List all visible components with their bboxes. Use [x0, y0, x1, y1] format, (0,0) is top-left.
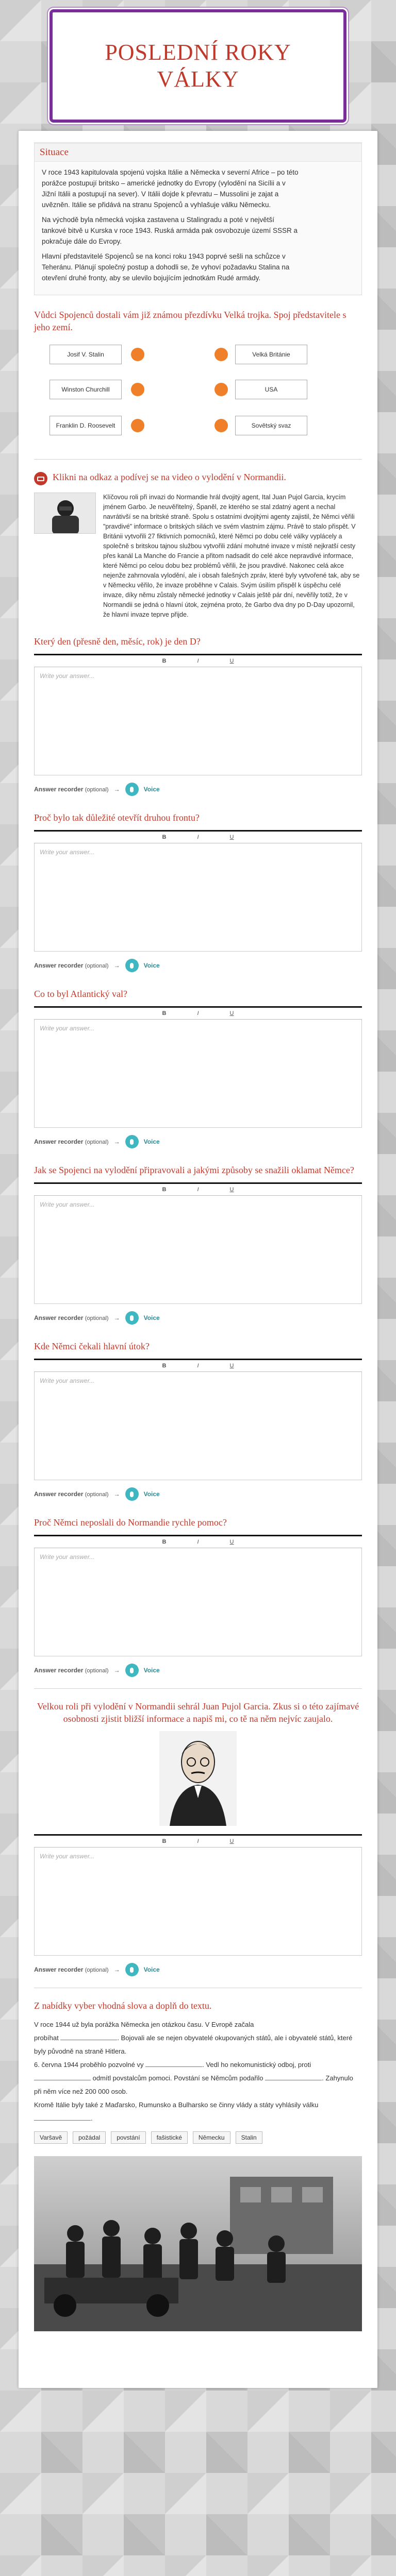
- title-card: [50, 9, 346, 123]
- fill-blank-1[interactable]: [60, 2033, 117, 2040]
- arrow-icon: →: [113, 1138, 120, 1145]
- pujol-title: Velkou roli při vylodění v Normandii sehrál Juan Pujol Garcia. Zkus si o této zajímavé osobnosti zjistit bližší informace a napiš mi, co tě na něm nejvíc zaujalo.: [37, 1701, 359, 1724]
- word-bank: [34, 2131, 362, 2144]
- italic-button[interactable]: I: [197, 1838, 199, 1844]
- title-line-1: POSLEDNÍ ROKY: [105, 40, 291, 65]
- worksheet-sheet: [19, 131, 377, 2388]
- answer-input[interactable]: Write your answer...: [34, 1196, 362, 1304]
- answer-input[interactable]: Write your answer...: [34, 843, 362, 952]
- recorder-optional: (optional): [85, 1668, 109, 1674]
- recorder-label: Answer recorder: [34, 786, 84, 793]
- underline-button[interactable]: U: [229, 1187, 234, 1193]
- answer-recorder: [34, 1664, 362, 1677]
- question-text: Jak se Spojenci na vylodění připravovali a jakými způsoby se snažili oklamat Němce?: [34, 1165, 354, 1175]
- bold-button[interactable]: B: [162, 1187, 167, 1193]
- question-text: Proč Němci neposlali do Normandie rychle pomoc?: [34, 1517, 227, 1528]
- recorder-optional: (optional): [85, 1967, 109, 1973]
- pujol-answer-input[interactable]: Write your answer...: [34, 1848, 362, 1956]
- fill-blank-5[interactable]: [34, 2113, 91, 2121]
- match-left-1[interactable]: Josif V. Stalin: [50, 345, 122, 364]
- match-left-dot-2[interactable]: [131, 383, 144, 396]
- divider: [34, 459, 362, 460]
- article-thumbnail-image: [34, 493, 96, 534]
- match-right-dot-2[interactable]: [214, 383, 228, 396]
- answer-input[interactable]: Write your answer...: [34, 667, 362, 775]
- voice-button[interactable]: Voice: [143, 786, 160, 793]
- recorder-label: Answer recorder: [34, 962, 84, 969]
- bold-button[interactable]: B: [162, 1363, 167, 1369]
- intro-paragraph-2: Na východě byla německá vojska zastavena u Stalingradu a poté v největší tankové bitvě u Kurska v roce 1943. Ruská armáda pak osvobozuje území SSSR a pokračuje dále do Evropy.: [42, 216, 298, 245]
- answer-input[interactable]: Write your answer...: [34, 1548, 362, 1656]
- microphone-icon[interactable]: [125, 1487, 139, 1501]
- word-bank-item[interactable]: fašistické: [151, 2131, 188, 2144]
- fill-text: Vedl ho nekomunistický odboj, proti: [206, 2061, 311, 2069]
- video-link-title[interactable]: Klikni na odkaz a podívej se na video o vylodění v Normandii.: [53, 472, 286, 482]
- fill-text: . Bojovali ale se nejen obyvatelé okupovaných států, ale i obyvatelé států, které byly původně na straně Hitlera.: [34, 2034, 353, 2055]
- soldiers-photo-image: [34, 2156, 362, 2331]
- question-block: [34, 988, 362, 1148]
- microphone-icon[interactable]: [125, 783, 139, 796]
- intro-box: [34, 142, 362, 295]
- arrow-icon: →: [113, 1314, 120, 1321]
- underline-button[interactable]: U: [229, 1539, 234, 1545]
- question-text: Proč bylo tak důležité otevřít druhou frontu?: [34, 812, 200, 823]
- italic-button[interactable]: I: [197, 1187, 199, 1193]
- arrow-icon: →: [113, 1966, 120, 1973]
- recorder-optional: (optional): [85, 787, 109, 793]
- fill-blank-2[interactable]: [145, 2060, 202, 2067]
- microphone-icon[interactable]: [125, 959, 139, 972]
- voice-button[interactable]: Voice: [143, 1138, 160, 1145]
- word-bank-item[interactable]: Varšavě: [34, 2131, 68, 2144]
- intro-paragraph-3: Hlavní představitelé Spojenců se na konci roku 1943 poprvé sešli na schůzce v Teheránu. Plánují společný postup a dohodli se, že vyhoví požadavku Stalina na otevření druhé fronty, aby se ulevilo bojujícím jednotkám Rudé armády.: [42, 252, 290, 282]
- italic-button[interactable]: I: [197, 834, 199, 840]
- answer-recorder: [34, 959, 362, 972]
- match-left-2[interactable]: Winston Churchill: [50, 380, 122, 399]
- underline-button[interactable]: U: [229, 1838, 234, 1844]
- arrow-icon: →: [113, 1667, 120, 1674]
- recorder-label: Answer recorder: [34, 1667, 84, 1674]
- match-right-2[interactable]: USA: [235, 380, 307, 399]
- answer-recorder: [34, 1311, 362, 1325]
- recorder-label: Answer recorder: [34, 1490, 84, 1498]
- intro-title: Situace: [35, 144, 361, 162]
- question-text: Který den (přesně den, měsíc, rok) je den D?: [34, 636, 201, 647]
- fill-text: V roce 1944 už byla porážka Německa jen otázkou času. V Evropě začala: [34, 2021, 254, 2028]
- text-toolbar: [34, 654, 362, 667]
- recorder-optional: (optional): [85, 1492, 109, 1498]
- question-text: Kde Němci čekali hlavní útok?: [34, 1341, 150, 1351]
- text-toolbar: [34, 1182, 362, 1196]
- fill-blank-4[interactable]: [265, 2073, 322, 2080]
- fill-text: . Zahynulo při něm více než 200 000 osob.: [34, 2074, 353, 2095]
- recorder-label: Answer recorder: [34, 1314, 84, 1321]
- match-left-3[interactable]: Franklin D. Roosevelt: [50, 416, 122, 435]
- underline-button[interactable]: U: [229, 834, 234, 840]
- voice-button[interactable]: Voice: [143, 1314, 160, 1321]
- microphone-icon[interactable]: [125, 1135, 139, 1148]
- recorder-optional: (optional): [85, 963, 109, 969]
- voice-button[interactable]: Voice: [143, 1966, 160, 1973]
- voice-button[interactable]: Voice: [143, 962, 160, 969]
- answer-recorder: [34, 1135, 362, 1148]
- text-toolbar: [34, 1535, 362, 1548]
- intro-paragraph-1: V roce 1943 kapitulovala spojenú vojska Itálie a Německa v severní Africe – po této porážce postupují britsko – americké jednotky do Evropy (vylodění na Sicílii a v Jižní Itálii a postupují na sever). V Itálii dojde k převratu – Mussolini je zajat a uvězněn. Itálie se přidává na stranu Spojenců a vyhlašuje válku Německu.: [42, 168, 299, 209]
- underline-button[interactable]: U: [229, 1363, 234, 1369]
- fill-text: Kromě Itálie byly také z Maďarsko, Rumunsko a Bulharsko se činny vlády a státy vyhlásily válku: [34, 2101, 319, 2109]
- bold-button[interactable]: B: [162, 834, 167, 840]
- bold-button[interactable]: B: [162, 1539, 167, 1545]
- page-title: [105, 39, 291, 93]
- microphone-icon[interactable]: [125, 1963, 139, 1976]
- text-toolbar: [34, 1006, 362, 1020]
- recorder-label: Answer recorder: [34, 1138, 84, 1145]
- underline-button[interactable]: U: [229, 1010, 234, 1016]
- italic-button[interactable]: I: [197, 1010, 199, 1016]
- video-link-row[interactable]: [34, 471, 362, 485]
- voice-button[interactable]: Voice: [143, 1667, 160, 1674]
- fill-text: 6. června 1944 proběhlo pozvolné vy: [34, 2061, 144, 2069]
- match-left-dot-1[interactable]: [131, 348, 144, 361]
- divider: [34, 1688, 362, 1689]
- question-block: [34, 811, 362, 972]
- answer-recorder: [34, 783, 362, 796]
- article-block: [34, 493, 362, 620]
- fill-blank-3[interactable]: [34, 2073, 91, 2080]
- text-toolbar: [34, 1359, 362, 1372]
- text-toolbar: [34, 1834, 362, 1848]
- question-block: [34, 1340, 362, 1501]
- fill-in-text: V roce 1944 už byla porážka Německa jen otázkou času. V Evropě začala probíhat . Bojovali ale se nejen obyvatelé okupovaných států, ale i obyvatelé států, které byly původně na straně Hitlera. 6. června 1944 proběhlo pozvolné vy . Vedl ho nekomunistický odboj, proti odmítl povstalcům pomoci. Povstání se Němcům podařilo . Zahynulo při něm více než 200 000 osob. Kromě Itálie byly také z Maďarsko, Rumunsko a Bulharsko se činny vlády a státy vyhlásily válku .: [34, 2021, 353, 2122]
- bold-button[interactable]: B: [162, 658, 167, 664]
- fill-text: odmítl povstalcům pomoci. Povstání se Němcům podařilo: [92, 2074, 263, 2082]
- word-bank-item[interactable]: požádal: [73, 2131, 106, 2144]
- text-toolbar: [34, 830, 362, 843]
- answer-input[interactable]: Write your answer...: [34, 1372, 362, 1480]
- italic-button[interactable]: I: [197, 658, 199, 664]
- italic-button[interactable]: I: [197, 1539, 199, 1545]
- bold-button[interactable]: B: [162, 1010, 167, 1016]
- recorder-optional: (optional): [85, 1315, 109, 1321]
- word-bank-item[interactable]: Německu: [193, 2131, 230, 2144]
- recorder-optional: (optional): [85, 1139, 109, 1145]
- match-right-3[interactable]: Sovětský svaz: [235, 416, 307, 435]
- underline-button[interactable]: U: [229, 658, 234, 664]
- arrow-icon: →: [113, 962, 120, 969]
- italic-button[interactable]: I: [197, 1363, 199, 1369]
- arrow-icon: →: [113, 786, 120, 793]
- question-block: [34, 1164, 362, 1325]
- word-bank-item[interactable]: Stalin: [236, 2131, 262, 2144]
- question-block: [34, 1516, 362, 1677]
- microphone-icon[interactable]: [125, 1311, 139, 1325]
- title-line-2: VÁLKY: [157, 66, 239, 92]
- article-text: Klíčovou roli při invazi do Normandie hrál dvojitý agent, Ital Juan Pujol Garcia, krycím jménem Garbo. Je neuvěřitelný, Španěl, ze kterého se stal zdatný agent a nechal navrátivší se na britské straně. Spolu s ostatními dvojitými agenty zajistil, že Němci věřili "pravdivé" informace o britských silách ve svém vlastním zájmu. Právě to stalo přispět. V Británii vytvořili 27 fiktivních pomocníků, které Němci po dobu celé války vyplácely a společně s britskou tajnou službou vytvořili zdání mohutné invaze v místě nejkratší cesty přes kanál La Manche do Francie a přitom nadsadit do celé akce nepravdivé informace, které Němci po celou dobu bez problémů věřili, že jsou pravdivé. Nakonec celá akce nejenže zahrnovala vylodění, ale i obsah falešných zpráv, které byly vytvořené tak, aby se v Německu věřilo, že invaze proběhne v Calais. Svým úsilím přispěl k úspěchu celé invaze, díky němu zůstaly německé jednotky v Calais ještě pár dní, nevěřily totiž, že v Normandii se jedná o hlavní útok, zejména proto, že Garbo dva dny po D-Day upozornil, že hlavní invaze teprve přijde.: [103, 494, 360, 618]
- matching-title: Vůdci Spojenců dostali vám již známou přezdívku Velká trojka. Spoj představitele s jeho zemí.: [34, 310, 346, 332]
- pujol-answer: [34, 1834, 362, 1976]
- microphone-icon[interactable]: [125, 1664, 139, 1677]
- bold-button[interactable]: B: [162, 1838, 167, 1844]
- match-left-dot-3[interactable]: [131, 419, 144, 432]
- fill-text: probíhat: [34, 2034, 59, 2042]
- arrow-icon: →: [113, 1490, 120, 1498]
- match-right-dot-1[interactable]: [214, 348, 228, 361]
- fill-title: Z nabídky vyber vhodná slova a doplň do textu.: [34, 2001, 212, 2011]
- pujol-portrait-image: [159, 1731, 237, 1826]
- question-block: [34, 635, 362, 796]
- matching-exercise: [44, 340, 362, 448]
- video-icon[interactable]: [34, 472, 47, 485]
- word-bank-item[interactable]: povstání: [111, 2131, 145, 2144]
- answer-recorder: [34, 1963, 362, 1976]
- answer-recorder: [34, 1487, 362, 1501]
- match-right-1[interactable]: Velká Británie: [235, 345, 307, 364]
- voice-button[interactable]: Voice: [143, 1490, 160, 1498]
- answer-input[interactable]: Write your answer...: [34, 1020, 362, 1128]
- question-text: Co to byl Atlantický val?: [34, 989, 127, 999]
- recorder-label: Answer recorder: [34, 1966, 84, 1973]
- match-right-dot-3[interactable]: [214, 419, 228, 432]
